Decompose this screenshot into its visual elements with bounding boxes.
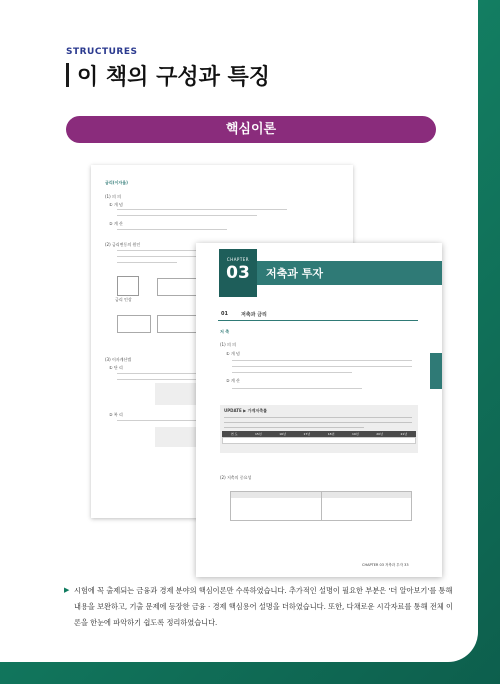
importance-table bbox=[230, 491, 412, 521]
front-item2: ② 계 산 bbox=[226, 378, 240, 383]
side-tab bbox=[430, 353, 442, 389]
page-title: 이 책의 구성과 특징 bbox=[77, 65, 270, 90]
rate-icon bbox=[117, 276, 139, 296]
flow-box-2 bbox=[117, 315, 151, 333]
table-header-cell: 16년 bbox=[279, 432, 286, 436]
chapter-label: CHAPTER bbox=[226, 257, 250, 262]
section-pill: 핵심이론 bbox=[66, 116, 436, 143]
table-header-cell: 19년 bbox=[352, 432, 359, 436]
front-item1: ① 개 념 bbox=[226, 351, 240, 356]
table-header-cell: 17년 bbox=[303, 432, 311, 436]
front-page-preview bbox=[196, 243, 442, 577]
back-item2: ② 계 산 bbox=[109, 221, 123, 226]
back-item3: ① 단 리 bbox=[109, 365, 123, 370]
table-header-cell: 연 도 bbox=[230, 432, 238, 436]
bullet-arrow-icon: ▶ bbox=[64, 586, 70, 594]
table-header-cell: 18년 bbox=[327, 432, 335, 436]
section-title: 저축과 금리 bbox=[241, 312, 267, 318]
table-header-cell: 15년 bbox=[255, 432, 262, 436]
front-sub1: (1) 의 의 bbox=[220, 342, 236, 347]
back-heading2: (2) 금리변동의 원인 bbox=[105, 242, 141, 247]
table-header-cell: 21년 bbox=[400, 432, 408, 436]
rate-table bbox=[222, 431, 416, 445]
section-number: 01 bbox=[221, 311, 228, 317]
table-header-cell: 20년 bbox=[376, 432, 383, 436]
icon-caption: 금리 인상 bbox=[115, 297, 132, 302]
back-sub1: (1) 의 의 bbox=[105, 194, 121, 199]
chapter-number: 03 bbox=[226, 263, 250, 283]
title-accent-bar bbox=[66, 63, 69, 87]
front-sub2: (2) 저축의 중요성 bbox=[220, 475, 252, 480]
back-heading: 금리(이자율) bbox=[105, 180, 128, 185]
chapter-badge bbox=[219, 249, 257, 297]
back-item1: ① 개 념 bbox=[109, 202, 123, 207]
back-item4: ② 복 리 bbox=[109, 412, 123, 417]
description-text: 시험에 꼭 출제되는 금융과 경제 분야의 핵심이론만 수록하였습니다. 추가적인 설명이 필요한 부분은 '더 알아보기'를 통해 내용을 보완하고, 기출 문제에 등장한 금융 · 경제 핵심용어 설명을 더하였습니다. 또한, 다채로운 시각자료를 통해 전체 이론을 한눈에 파악하기 쉽도록 정리하였습니다. bbox=[74, 586, 453, 627]
update-label: UPDATE ▶ 가계저축률 bbox=[224, 408, 267, 413]
front-heading: 저 축 bbox=[220, 329, 230, 334]
update-box bbox=[220, 405, 418, 453]
eyebrow-label: STRUCTURES bbox=[66, 47, 138, 57]
back-heading3: (3) 이자계산법 bbox=[105, 357, 132, 362]
chapter-title: 저축과 투자 bbox=[266, 267, 323, 280]
page-footer: CHAPTER 03 저축과 투자 33 bbox=[362, 563, 409, 567]
